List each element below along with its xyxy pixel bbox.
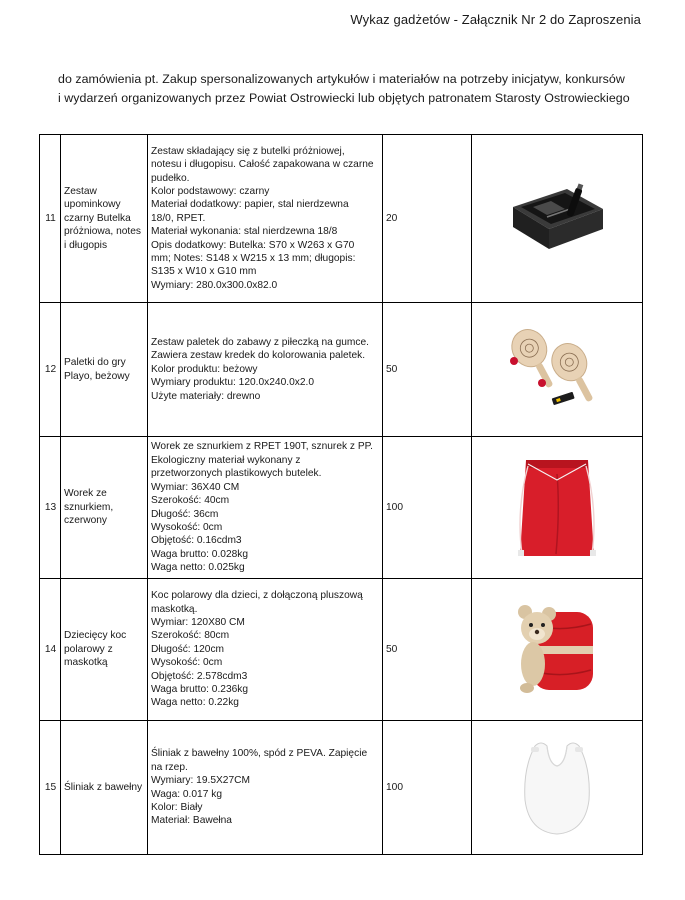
description-line: Użyte materiały: drewno	[151, 390, 261, 402]
item-description	[148, 135, 383, 303]
row-number: 13	[40, 437, 61, 579]
item-description	[148, 303, 383, 437]
description-line: Zestaw paletek do zabawy z piłeczką na gumce.	[151, 336, 370, 348]
row-number: 14	[40, 579, 61, 721]
table-row	[40, 135, 643, 303]
subtitle-line: i wydarzeń organizowanych przez Powiat Ostrowiecki lub objętych patronatem Starosty Ostrowieckiego	[58, 91, 630, 105]
row-number: 15	[40, 721, 61, 855]
item-quantity: 100	[383, 721, 472, 855]
description-line: Szerokość: 80cm	[151, 630, 230, 642]
item-name: Śliniak z bawełny	[61, 721, 148, 855]
fleece-blanket-teddy-image	[507, 602, 607, 697]
description-line: pudełko.	[151, 172, 190, 184]
description-line: Materiał: Bawełna	[151, 815, 232, 827]
wooden-paddles-image	[502, 327, 612, 412]
product-image-cell	[472, 135, 643, 303]
item-description	[148, 437, 383, 579]
product-image-cell	[472, 303, 643, 437]
description-line: Kolor podstawowy: czarny	[151, 185, 270, 197]
item-quantity: 100	[383, 437, 472, 579]
description-line: na rzep.	[151, 761, 188, 773]
item-description	[148, 579, 383, 721]
description-line: Wymiar: 120X80 CM	[151, 616, 245, 628]
product-image-cell	[472, 579, 643, 721]
white-bib-image	[519, 738, 595, 838]
description-line: Waga netto: 0.22kg	[151, 697, 239, 709]
item-name: Zestaw upominkowy czarny Butelka próżniowa, notes i długopis	[61, 135, 148, 303]
document-subtitle	[58, 70, 658, 108]
description-line: Wymiar: 36X40 CM	[151, 481, 240, 493]
item-name: Worek ze sznurkiem, czerwony	[61, 437, 148, 579]
item-quantity: 20	[383, 135, 472, 303]
table-row	[40, 579, 643, 721]
description-line: notesu i długopisu. Całość zapakowana w czarne	[151, 159, 374, 171]
gadgets-table	[39, 134, 643, 855]
subtitle-line: do zamówienia pt. Zakup spersonalizowanych artykułów i materiałów na potrzeby inicjatyw, konkursów	[58, 72, 625, 86]
description-line: Kolor produktu: beżowy	[151, 363, 258, 375]
description-line: Wysokość: 0cm	[151, 521, 223, 533]
red-drawstring-bag-image	[512, 450, 602, 565]
gift-box-set-image	[507, 179, 607, 259]
description-line: maskotką.	[151, 603, 198, 615]
description-line: Długość: 120cm	[151, 643, 225, 655]
row-number: 11	[40, 135, 61, 303]
description-line: Materiał wykonania: stal nierdzewna 18/8	[151, 226, 338, 238]
table-row	[40, 437, 643, 579]
description-line: S135 x W10 x G10 mm	[151, 266, 257, 278]
table-row	[40, 303, 643, 437]
item-description	[148, 721, 383, 855]
description-line: Waga brutto: 0.028kg	[151, 548, 249, 560]
table-row	[40, 721, 643, 855]
description-line: Waga: 0.017 kg	[151, 788, 222, 800]
description-line: Objętość: 2.578cdm3	[151, 670, 248, 682]
description-line: 18/0, RPET.	[151, 212, 206, 224]
item-quantity: 50	[383, 579, 472, 721]
description-line: Koc polarowy dla dzieci, z dołączoną pluszową	[151, 590, 363, 602]
description-line: przetworzonych plastikowych butelek.	[151, 468, 322, 480]
product-image-cell	[472, 721, 643, 855]
description-line: Szerokość: 40cm	[151, 495, 230, 507]
description-line: Wymiary: 19.5X27CM	[151, 775, 250, 787]
description-line: Opis dodatkowy: Butelka: S70 x W263 x G70	[151, 239, 355, 251]
item-quantity: 50	[383, 303, 472, 437]
description-line: Wysokość: 0cm	[151, 657, 223, 669]
description-line: Materiał dodatkowy: papier, stal nierdzewna	[151, 199, 349, 211]
description-line: Wymiary produktu: 120.0x240.0x2.0	[151, 377, 314, 389]
product-image-cell	[472, 437, 643, 579]
description-line: Waga netto: 0.025kg	[151, 562, 245, 574]
description-line: Śliniak z bawełny 100%, spód z PEVA. Zapięcie	[151, 748, 368, 760]
item-name: Dziecięcy koc polarowy z maskotką	[61, 579, 148, 721]
description-line: Objętość: 0.16cdm3	[151, 535, 242, 547]
document-header-title: Wykaz gadżetów - Załącznik Nr 2 do Zaproszenia	[350, 12, 641, 27]
description-line: Wymiary: 280.0x300.0x82.0	[151, 279, 278, 291]
description-line: mm; Notes: S148 x W215 x 13 mm; długopis:	[151, 253, 356, 265]
description-line: Długość: 36cm	[151, 508, 219, 520]
row-number: 12	[40, 303, 61, 437]
description-line: Zestaw składający się z butelki próżniowej,	[151, 145, 345, 157]
item-name: Paletki do gry Playo, beżowy	[61, 303, 148, 437]
description-line: Ekologiczny materiał wykonany z	[151, 454, 301, 466]
description-line: Worek ze sznurkiem z RPET 190T, sznurek z PP.	[151, 441, 373, 453]
description-line: Waga brutto: 0.236kg	[151, 684, 249, 696]
description-line: Zawiera zestaw kredek do kolorowania paletek.	[151, 350, 366, 362]
description-line: Kolor: Biały	[151, 801, 203, 813]
